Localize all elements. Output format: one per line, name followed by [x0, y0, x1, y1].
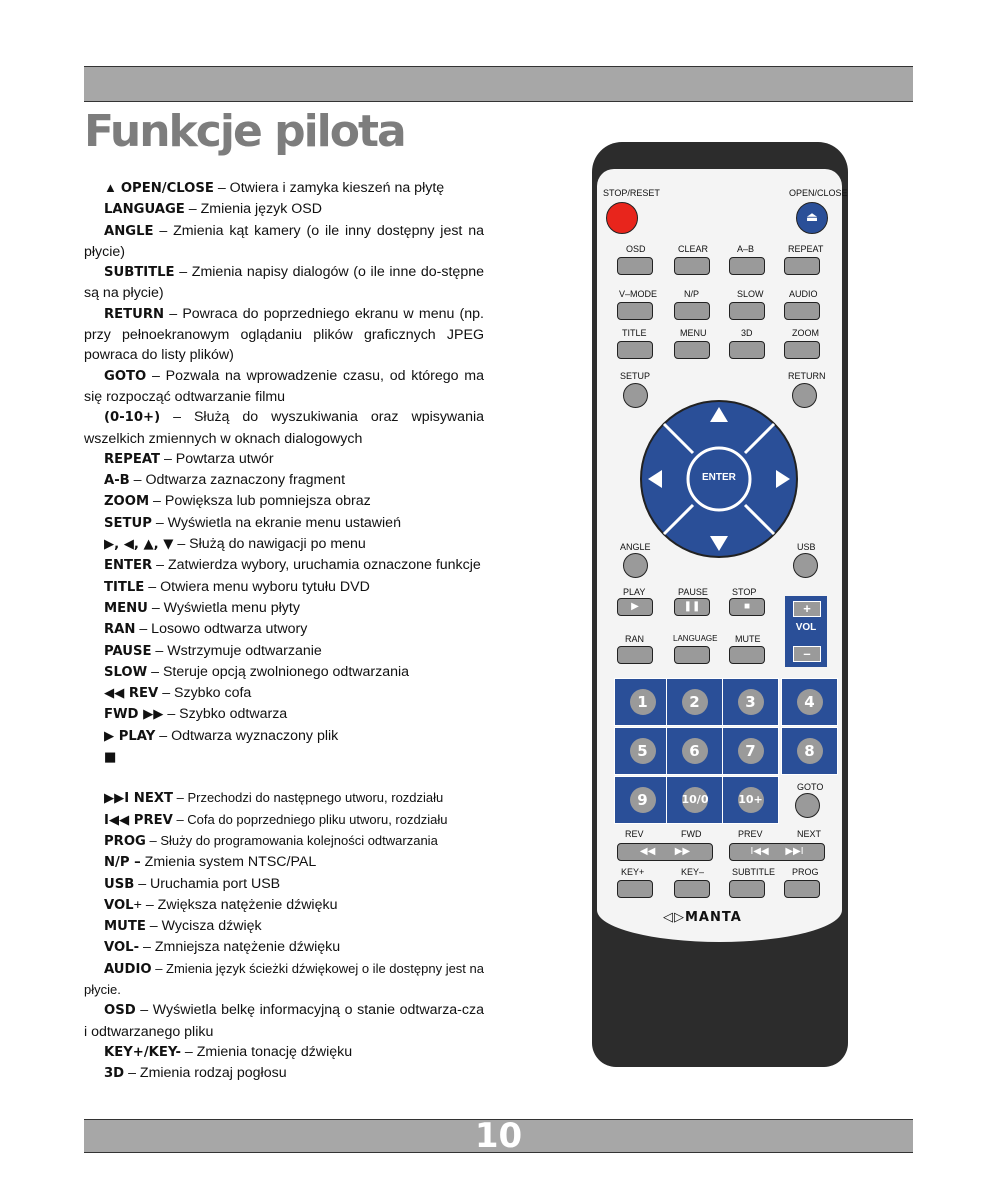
- pause-button[interactable]: ❚❚: [674, 598, 710, 616]
- function-item: [84, 1063, 484, 1084]
- function-key: MUTE: [104, 919, 146, 935]
- function-key: VOL: [104, 897, 134, 913]
- function-item: [84, 726, 484, 747]
- key-minus-button[interactable]: [674, 880, 710, 898]
- volume-panel: [785, 596, 827, 667]
- function-key: ANGLE: [104, 223, 154, 239]
- prev-next-button[interactable]: I◀◀ ▶▶I: [729, 843, 825, 861]
- function-item: [84, 704, 484, 725]
- function-item: [84, 895, 484, 916]
- function-desc: – Wstrzymuje odtwarzanie: [151, 642, 322, 659]
- function-desc: – Zmienia język OSD: [184, 201, 322, 218]
- function-desc: – Służy do programowania kolejności odtwarzania: [145, 832, 438, 848]
- function-item: [84, 810, 484, 831]
- function-desc: – Powraca do poprzedniego ekranu w menu (np. przy pełnoekranowym oglądaniu plików graficznych JPEG powraca do listy plików): [84, 305, 484, 364]
- function-desc: – Pozwala na wprowadzenie czasu, od którego ma się rozpocząć odtwarzanie filmu: [84, 367, 484, 405]
- function-item: [84, 937, 484, 958]
- function-item: [84, 178, 484, 199]
- function-item: [84, 641, 484, 662]
- mute-label: MUTE: [735, 634, 761, 644]
- stop-button[interactable]: ■: [729, 598, 765, 616]
- clear-button[interactable]: [674, 257, 710, 275]
- function-item: [84, 221, 484, 263]
- function-item: [84, 262, 484, 304]
- function-desc: – Otwiera i zamyka kieszeń na płytę: [213, 180, 445, 196]
- function-key: LANGUAGE: [104, 202, 185, 218]
- function-desc: Zmienia system NTSC/PAL: [140, 854, 317, 871]
- header-bar: [84, 66, 913, 102]
- function-item: [84, 366, 484, 408]
- function-key-suffix: +: [133, 896, 142, 913]
- stop-reset-button[interactable]: [606, 202, 638, 234]
- function-key: MENU: [104, 600, 148, 616]
- ab-button[interactable]: [729, 257, 765, 275]
- brand-logo: ◁▷MANTA: [663, 910, 742, 925]
- num-10-plus-button[interactable]: 10+: [722, 776, 779, 824]
- function-desc: – Przechodzi do następnego utworu, rozdziału: [173, 790, 444, 806]
- function-key: TITLE: [104, 579, 145, 595]
- function-item: [84, 788, 484, 809]
- goto-label: GOTO: [797, 782, 824, 792]
- fwd-label: FWD: [681, 829, 702, 839]
- function-desc: – Powtarza utwór: [160, 450, 274, 467]
- rev-fwd-button[interactable]: ◀◀ ▶▶: [617, 843, 713, 861]
- function-key: ▶, ◀, ▲, ▼: [104, 537, 174, 553]
- function-key: (0-10+): [104, 410, 161, 426]
- num-5-button[interactable]: 5: [614, 727, 671, 775]
- osd-button[interactable]: [617, 257, 653, 275]
- function-desc: – Zmienia rodzaj pogłosu: [124, 1065, 287, 1082]
- usb-button[interactable]: [793, 553, 818, 578]
- function-item: [84, 874, 484, 895]
- function-key: 3D: [104, 1066, 125, 1082]
- language-label: LANGUAGE: [673, 634, 718, 643]
- num-1-button[interactable]: 1: [614, 678, 671, 726]
- function-item: [84, 852, 484, 873]
- function-key: PROG: [104, 833, 146, 849]
- open-close-label: OPEN/CLOSE: [789, 188, 848, 198]
- setup-label: SETUP: [620, 371, 651, 381]
- function-item: [84, 1000, 484, 1042]
- vol-minus-button[interactable]: –: [793, 646, 821, 662]
- function-item: [84, 598, 484, 619]
- function-key: ▶ PLAY: [104, 728, 156, 744]
- zoom-label: ZOOM: [792, 328, 819, 338]
- function-key: ZOOM: [104, 494, 150, 510]
- num-7-button[interactable]: 7: [722, 727, 779, 775]
- function-desc: – Odtwarza wyznaczony plik: [155, 727, 339, 744]
- np-label: N/P: [684, 289, 700, 299]
- footer-bar: [84, 1116, 913, 1156]
- prog-label: PROG: [792, 867, 819, 877]
- repeat-label: REPEAT: [788, 244, 824, 254]
- menu-button[interactable]: [674, 341, 710, 359]
- function-item: [84, 1042, 484, 1063]
- function-list: [84, 178, 484, 1084]
- function-key: ◀◀ REV: [104, 686, 159, 702]
- function-item: [84, 683, 484, 704]
- vol-label: VOL: [795, 622, 817, 633]
- function-desc: – Losowo odtwarza utwory: [135, 621, 308, 638]
- num-3-button[interactable]: 3: [722, 678, 779, 726]
- enter-label: ENTER: [702, 472, 736, 483]
- function-item: [84, 619, 484, 640]
- function-desc: – Zmniejsza natężenie dźwięku: [139, 939, 341, 956]
- mute-button[interactable]: [729, 646, 765, 664]
- function-key: OSD: [104, 1003, 136, 1019]
- prog-button[interactable]: [784, 880, 820, 898]
- repeat-button[interactable]: [784, 257, 820, 275]
- num-9-button[interactable]: 9: [614, 776, 671, 824]
- function-item: [84, 491, 484, 512]
- zoom-button[interactable]: [784, 341, 820, 359]
- spacer: [84, 768, 484, 788]
- key-plus-label: KEY+: [621, 867, 645, 877]
- slow-button[interactable]: [729, 302, 765, 320]
- title-label: TITLE: [622, 328, 647, 338]
- function-desc: – Służą do nawigacji po menu: [173, 536, 366, 553]
- function-desc: – Zmienia język ścieżki dźwiękowej o ile dostępny jest na płycie.: [84, 960, 484, 997]
- function-desc: – Odtwarza zaznaczony fragment: [129, 472, 346, 489]
- function-key: I◀◀ PREV: [104, 812, 173, 828]
- function-desc: – Zmienia kąt kamery (o ile inny dostępny jest na płycie): [84, 222, 484, 260]
- function-desc: – Wyświetla belkę informacyjną o stanie odtwarza-cza i odtwarzanego pliku: [84, 1002, 484, 1040]
- rev-label: REV: [625, 829, 644, 839]
- clear-label: CLEAR: [678, 244, 709, 254]
- function-item: [84, 831, 484, 852]
- function-desc: – Zmienia napisy dialogów (o ile inne do-stępne są na płycie): [84, 264, 484, 302]
- osd-label: OSD: [626, 244, 646, 254]
- angle-label: ANGLE: [620, 542, 651, 552]
- prev-label: PREV: [738, 829, 763, 839]
- num-4-button[interactable]: 4: [781, 678, 838, 726]
- function-key: ▶▶I NEXT: [104, 791, 173, 807]
- function-key: SUBTITLE: [104, 265, 175, 281]
- language-button[interactable]: [674, 646, 710, 664]
- function-item: [84, 407, 484, 449]
- function-desc: – Szybko cofa: [158, 685, 252, 702]
- num-6-button[interactable]: 6: [666, 727, 723, 775]
- function-key: ■: [104, 750, 117, 766]
- subtitle-button[interactable]: [729, 880, 765, 898]
- 3d-button[interactable]: [729, 341, 765, 359]
- key-minus-label: KEY–: [681, 867, 705, 877]
- function-key: GOTO: [104, 368, 147, 384]
- function-key: OPEN/CLOSE: [120, 181, 214, 196]
- angle-button[interactable]: [623, 553, 648, 578]
- function-item: [84, 449, 484, 470]
- usb-label: USB: [797, 542, 816, 552]
- function-item: [84, 747, 484, 768]
- vmode-button[interactable]: [617, 302, 653, 320]
- num-10-0-button[interactable]: 10/0: [666, 776, 723, 824]
- function-desc: – Wyświetla na ekranie menu ustawień: [151, 514, 401, 531]
- title-button[interactable]: [617, 341, 653, 359]
- subtitle-label: SUBTITLE: [732, 867, 776, 877]
- slow-label: SLOW: [737, 289, 764, 299]
- goto-button[interactable]: [795, 793, 820, 818]
- manta-logo-icon: ◁▷: [663, 910, 685, 925]
- function-desc: – Cofa do poprzedniego pliku utworu, rozdziału: [172, 811, 448, 827]
- function-item: [84, 470, 484, 491]
- play-label: PLAY: [623, 587, 646, 597]
- function-item: [84, 555, 484, 576]
- audio-button[interactable]: [784, 302, 820, 320]
- menu-label: MENU: [680, 328, 707, 338]
- function-desc: – Steruje opcją zwolnionego odtwarzania: [147, 663, 410, 680]
- function-key: AUDIO: [104, 961, 152, 977]
- function-key: REPEAT: [104, 451, 161, 467]
- function-desc: – Szybko odtwarza: [163, 706, 288, 723]
- page-number: 10: [474, 1116, 523, 1156]
- function-key: PAUSE: [104, 643, 152, 659]
- ran-button[interactable]: [617, 646, 653, 664]
- function-key: FWD ▶▶: [104, 707, 164, 723]
- pause-label: PAUSE: [678, 587, 708, 597]
- function-desc: – Służą do wyszukiwania oraz wpisywania wszelkich zmiennych w oknach dialogowych: [84, 409, 484, 447]
- function-desc: – Zwiększa natężenie dźwięku: [141, 896, 338, 913]
- key-plus-button[interactable]: [617, 880, 653, 898]
- function-item: [84, 916, 484, 937]
- function-key: RAN: [104, 622, 136, 638]
- function-desc: – Otwiera menu wyboru tytułu DVD: [144, 578, 370, 595]
- function-item: [84, 199, 484, 220]
- function-desc: – Wyświetla menu płyty: [147, 599, 300, 616]
- ran-label: RAN: [625, 634, 645, 644]
- audio-label: AUDIO: [789, 289, 818, 299]
- function-item: [84, 662, 484, 683]
- function-desc: – Zmienia tonację dźwięku: [180, 1043, 353, 1060]
- function-key: VOL-: [104, 940, 140, 956]
- num-2-button[interactable]: 2: [666, 678, 723, 726]
- function-item: [84, 577, 484, 598]
- vol-plus-button[interactable]: +: [793, 601, 821, 617]
- play-button[interactable]: ▶: [617, 598, 653, 616]
- function-desc: – Powiększa lub pomniejsza obraz: [149, 493, 371, 510]
- next-label: NEXT: [797, 829, 822, 839]
- open-close-button[interactable]: ⏏: [796, 202, 828, 234]
- function-key: SLOW: [104, 664, 148, 680]
- page-title: Funkcje pilota: [84, 106, 405, 157]
- function-item: [84, 304, 484, 366]
- eject-icon: ▲: [104, 180, 117, 195]
- vmode-label: V–MODE: [619, 289, 658, 299]
- function-key: SETUP: [104, 515, 152, 531]
- ab-label: A–B: [737, 244, 755, 254]
- function-item: [84, 959, 484, 1001]
- stop-label: STOP: [732, 587, 757, 597]
- function-desc: – Zatwierdza wybory, uruchamia oznaczone funkcje: [152, 557, 481, 574]
- function-key: ENTER: [104, 558, 153, 574]
- np-button[interactable]: [674, 302, 710, 320]
- function-desc: – Uruchamia port USB: [134, 875, 281, 892]
- function-key: USB: [104, 876, 135, 892]
- num-8-button[interactable]: 8: [781, 727, 838, 775]
- function-key: A-B: [104, 473, 130, 489]
- function-key: N/P –: [104, 855, 141, 871]
- function-item: [84, 513, 484, 534]
- 3d-label: 3D: [741, 328, 753, 338]
- function-key: RETURN: [104, 306, 165, 322]
- function-item: [84, 534, 484, 555]
- function-key: KEY+/KEY-: [104, 1044, 181, 1060]
- stop-reset-label: STOP/RESET: [603, 188, 660, 198]
- return-label: RETURN: [788, 371, 826, 381]
- function-desc: – Wycisza dźwięk: [145, 918, 262, 935]
